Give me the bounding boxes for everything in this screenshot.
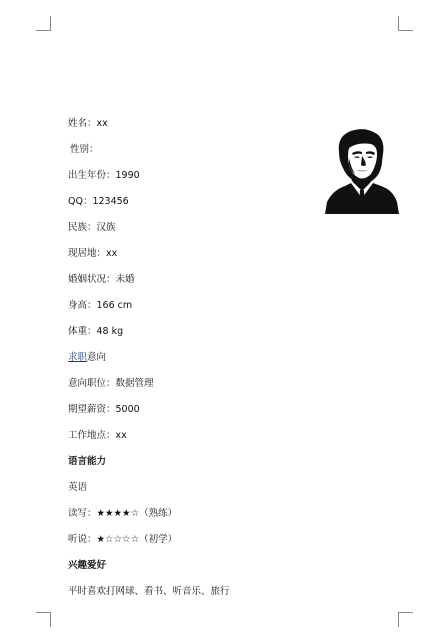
- job-intention-heading-rest: 意向: [87, 352, 107, 363]
- weight-field: 体重：48 kg: [68, 326, 124, 337]
- work-location-field: 工作地点：xx: [68, 430, 127, 441]
- listening-speaking-field: 听说：★☆☆☆☆（初学）: [68, 534, 178, 545]
- page-corner-mark-bottom-left: [36, 612, 51, 627]
- page-corner-mark-bottom-right: [398, 612, 413, 627]
- hobbies-heading: 兴趣爱好: [68, 560, 107, 571]
- height-field: 身高：166 cm: [68, 300, 133, 311]
- job-intention-heading: [68, 352, 106, 364]
- page-corner-mark-top-left: [36, 16, 51, 31]
- ethnicity-field: 民族：汉族: [68, 222, 116, 233]
- reading-writing-field: 读写：★★★★☆（熟练）: [68, 508, 178, 519]
- profile-photo: [325, 128, 399, 214]
- page-corner-mark-top-right: [398, 16, 413, 31]
- name-field: 姓名：xx: [68, 118, 108, 129]
- marital-status-field: 婚姻状况：未婚: [68, 274, 135, 285]
- job-intention-heading-link[interactable]: 求职: [68, 352, 88, 363]
- residence-field: 现居地：xx: [68, 248, 118, 259]
- language-field: 英语: [68, 482, 88, 493]
- gender-field: 性别：: [70, 144, 99, 155]
- hobbies-field: 平时喜欢打网球、看书、听音乐、旅行: [68, 586, 230, 597]
- expected-salary-field: 期望薪资：5000: [68, 404, 140, 415]
- qq-field: QQ：123456: [68, 196, 129, 207]
- birth-year-field: 出生年份：1990: [68, 170, 140, 181]
- language-heading: 语言能力: [68, 456, 107, 467]
- desired-position-field: 意向职位：数据管理: [68, 378, 154, 389]
